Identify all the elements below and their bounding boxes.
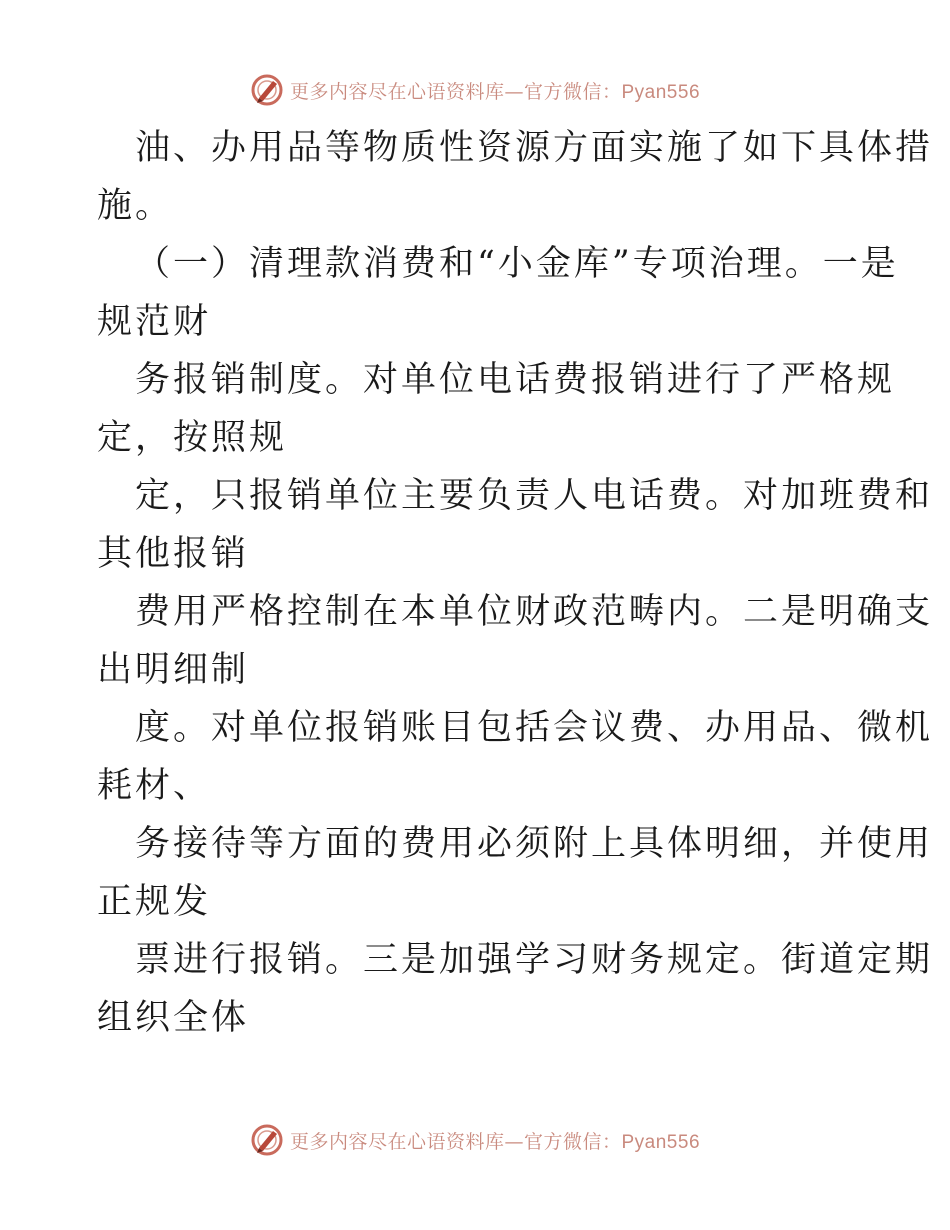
- text-line: 出明细制: [97, 650, 250, 690]
- header-watermark: [0, 70, 950, 110]
- text-line: 度。对单位报销账目包括会议费、办用品、微机: [135, 708, 934, 748]
- text-line: 费用严格控制在本单位财政范畴内。二是明确支: [135, 592, 934, 632]
- text-line: 其他报销: [97, 534, 250, 574]
- text-line: 施。: [97, 186, 174, 226]
- watermark-text: 更多内容尽在心语资料库—官方微信：Pyan556: [289, 80, 701, 103]
- text-line: 组织全体: [97, 998, 250, 1038]
- pen-logo-icon: [250, 73, 284, 107]
- text-line: 务报销制度。对单位电话费报销进行了严格规: [135, 360, 896, 400]
- text-line: （一）清理款消费和“小金库”专项治理。一是: [135, 244, 899, 284]
- footer-watermark: [0, 1120, 950, 1160]
- text-line: 正规发: [97, 882, 212, 922]
- text-line: 定，只报销单位主要负责人电话费。对加班费和: [135, 476, 934, 516]
- text-line: 务接待等方面的费用必须附上具体明细，并使用: [135, 824, 934, 864]
- pen-logo-icon: [250, 1123, 284, 1157]
- text-line: 规范财: [97, 302, 212, 342]
- watermark-text: 更多内容尽在心语资料库—官方微信：Pyan556: [289, 1130, 701, 1153]
- text-line: 耗材、: [97, 766, 212, 806]
- text-line: 定，按照规: [97, 418, 288, 458]
- text-line: 油、办用品等物质性资源方面实施了如下具体措: [135, 128, 934, 168]
- text-line: 票进行报销。三是加强学习财务规定。街道定期: [135, 940, 934, 980]
